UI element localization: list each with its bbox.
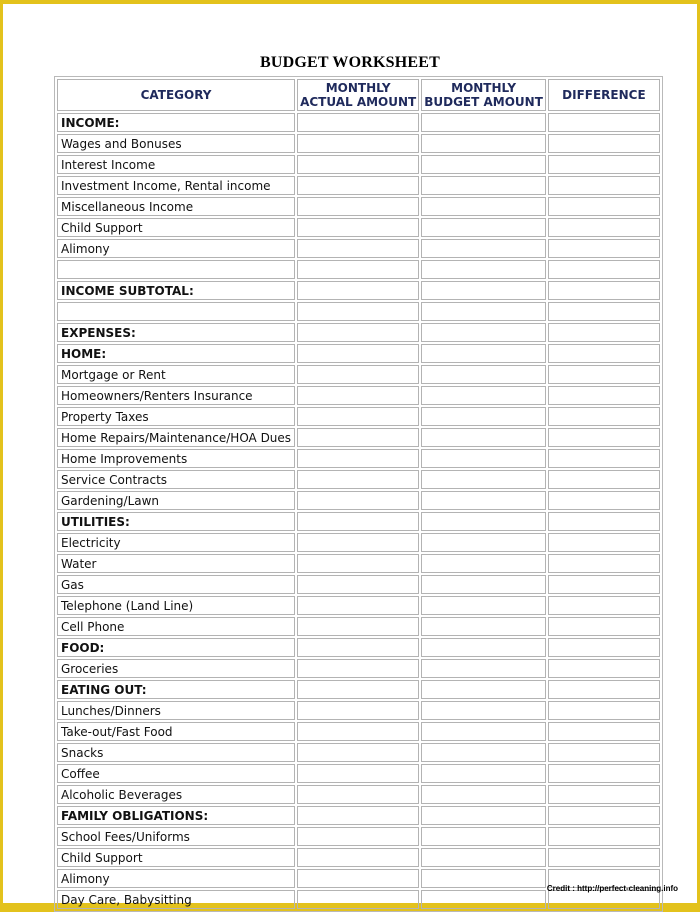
difference-cell[interactable] <box>548 281 660 300</box>
table-row <box>57 743 660 762</box>
actual-amount-cell[interactable] <box>297 848 419 867</box>
actual-amount-cell[interactable] <box>297 491 419 510</box>
actual-amount-cell[interactable] <box>297 659 419 678</box>
table-row <box>57 827 660 846</box>
difference-cell[interactable] <box>548 680 660 699</box>
header-row <box>57 79 660 111</box>
actual-amount-cell[interactable] <box>297 890 419 909</box>
category-cell: Property Taxes <box>57 407 295 426</box>
budget-amount-cell[interactable] <box>421 407 546 426</box>
actual-amount-cell[interactable] <box>297 596 419 615</box>
table-row <box>57 722 660 741</box>
budget-table <box>54 76 663 912</box>
category-cell: Child Support <box>57 848 295 867</box>
difference-cell[interactable] <box>548 512 660 531</box>
actual-amount-cell[interactable] <box>297 155 419 174</box>
budget-amount-cell[interactable] <box>421 239 546 258</box>
header-actual-amount: MONTHLY ACTUAL AMOUNT <box>297 79 419 111</box>
table-row <box>57 491 660 510</box>
budget-amount-cell[interactable] <box>421 323 546 342</box>
actual-amount-cell[interactable] <box>297 113 419 132</box>
category-cell: Investment Income, Rental income <box>57 176 295 195</box>
budget-amount-cell[interactable] <box>421 890 546 909</box>
difference-cell[interactable] <box>548 197 660 216</box>
actual-amount-cell[interactable] <box>297 386 419 405</box>
actual-amount-cell[interactable] <box>297 407 419 426</box>
table-row <box>57 659 660 678</box>
budget-amount-cell[interactable] <box>421 722 546 741</box>
budget-amount-cell[interactable] <box>421 176 546 195</box>
budget-amount-cell[interactable] <box>421 428 546 447</box>
actual-amount-cell[interactable] <box>297 806 419 825</box>
actual-amount-cell[interactable] <box>297 281 419 300</box>
table-row <box>57 386 660 405</box>
table-row <box>57 785 660 804</box>
header-budget-amount: MONTHLY BUDGET AMOUNT <box>421 79 546 111</box>
category-cell: Home Improvements <box>57 449 295 468</box>
difference-cell[interactable] <box>548 449 660 468</box>
actual-amount-cell[interactable] <box>297 428 419 447</box>
difference-cell[interactable] <box>548 659 660 678</box>
budget-amount-cell[interactable] <box>421 386 546 405</box>
category-cell: Home Repairs/Maintenance/HOA Dues <box>57 428 295 447</box>
table-row <box>57 575 660 594</box>
difference-cell[interactable] <box>548 323 660 342</box>
difference-cell[interactable] <box>548 134 660 153</box>
difference-cell[interactable] <box>548 596 660 615</box>
difference-cell[interactable] <box>548 491 660 510</box>
table-row <box>57 596 660 615</box>
category-cell: Day Care, Babysitting <box>57 890 295 909</box>
category-cell: EXPENSES: <box>57 323 295 342</box>
budget-amount-cell[interactable] <box>421 764 546 783</box>
category-cell: Cell Phone <box>57 617 295 636</box>
category-cell: INCOME: <box>57 113 295 132</box>
actual-amount-cell[interactable] <box>297 785 419 804</box>
actual-amount-cell[interactable] <box>297 575 419 594</box>
actual-amount-cell[interactable] <box>297 743 419 762</box>
table-row <box>57 428 660 447</box>
category-cell: FOOD: <box>57 638 295 657</box>
category-cell: FAMILY OBLIGATIONS: <box>57 806 295 825</box>
budget-amount-cell[interactable] <box>421 512 546 531</box>
category-cell: Electricity <box>57 533 295 552</box>
budget-amount-cell[interactable] <box>421 827 546 846</box>
category-cell: Alimony <box>57 239 295 258</box>
budget-amount-cell[interactable] <box>421 344 546 363</box>
budget-amount-cell[interactable] <box>421 554 546 573</box>
category-cell <box>57 302 295 321</box>
budget-amount-cell[interactable] <box>421 680 546 699</box>
difference-cell[interactable] <box>548 260 660 279</box>
header-difference: DIFFERENCE <box>548 79 660 111</box>
budget-amount-cell[interactable] <box>421 638 546 657</box>
difference-cell[interactable] <box>548 743 660 762</box>
actual-amount-cell[interactable] <box>297 638 419 657</box>
table-row <box>57 680 660 699</box>
actual-amount-cell[interactable] <box>297 680 419 699</box>
category-cell: Mortgage or Rent <box>57 365 295 384</box>
difference-cell[interactable] <box>548 554 660 573</box>
actual-amount-cell[interactable] <box>297 197 419 216</box>
table-row <box>57 365 660 384</box>
budget-amount-cell[interactable] <box>421 281 546 300</box>
actual-amount-cell[interactable] <box>297 470 419 489</box>
actual-amount-cell[interactable] <box>297 764 419 783</box>
budget-amount-cell[interactable] <box>421 596 546 615</box>
budget-amount-cell[interactable] <box>421 134 546 153</box>
category-cell: UTILITIES: <box>57 512 295 531</box>
category-cell: Gas <box>57 575 295 594</box>
table-row <box>57 302 660 321</box>
budget-amount-cell[interactable] <box>421 449 546 468</box>
category-cell: Miscellaneous Income <box>57 197 295 216</box>
difference-cell[interactable] <box>548 218 660 237</box>
category-cell: Take-out/Fast Food <box>57 722 295 741</box>
actual-amount-cell[interactable] <box>297 533 419 552</box>
actual-amount-cell[interactable] <box>297 449 419 468</box>
difference-cell[interactable] <box>548 764 660 783</box>
table-row <box>57 554 660 573</box>
actual-amount-cell[interactable] <box>297 302 419 321</box>
category-cell: Alimony <box>57 869 295 888</box>
table-row <box>57 617 660 636</box>
actual-amount-cell[interactable] <box>297 239 419 258</box>
difference-cell[interactable] <box>548 701 660 720</box>
difference-cell[interactable] <box>548 113 660 132</box>
table-row <box>57 638 660 657</box>
difference-cell[interactable] <box>548 407 660 426</box>
budget-amount-cell[interactable] <box>421 869 546 888</box>
actual-amount-cell[interactable] <box>297 869 419 888</box>
difference-cell[interactable] <box>548 344 660 363</box>
difference-cell[interactable] <box>548 806 660 825</box>
category-cell: Service Contracts <box>57 470 295 489</box>
category-cell <box>57 260 295 279</box>
actual-amount-cell[interactable] <box>297 218 419 237</box>
category-cell: Homeowners/Renters Insurance <box>57 386 295 405</box>
table-row <box>57 281 660 300</box>
budget-amount-cell[interactable] <box>421 197 546 216</box>
category-cell: EATING OUT: <box>57 680 295 699</box>
table-row <box>57 260 660 279</box>
actual-amount-cell[interactable] <box>297 323 419 342</box>
actual-amount-cell[interactable] <box>297 722 419 741</box>
budget-amount-cell[interactable] <box>421 155 546 174</box>
difference-cell[interactable] <box>548 365 660 384</box>
category-cell: Interest Income <box>57 155 295 174</box>
table-row <box>57 449 660 468</box>
budget-amount-cell[interactable] <box>421 659 546 678</box>
credit-text: Credit : http://perfect-cleaning.info <box>546 884 678 893</box>
budget-amount-cell[interactable] <box>421 365 546 384</box>
actual-amount-cell[interactable] <box>297 827 419 846</box>
table-row <box>57 806 660 825</box>
category-cell: Groceries <box>57 659 295 678</box>
budget-amount-cell[interactable] <box>421 806 546 825</box>
table-row <box>57 407 660 426</box>
category-cell: Alcoholic Beverages <box>57 785 295 804</box>
budget-amount-cell[interactable] <box>421 533 546 552</box>
actual-amount-cell[interactable] <box>297 701 419 720</box>
worksheet-title: BUDGET WORKSHEET <box>260 54 440 71</box>
actual-amount-cell[interactable] <box>297 344 419 363</box>
difference-cell[interactable] <box>548 176 660 195</box>
table-row <box>57 533 660 552</box>
actual-amount-cell[interactable] <box>297 512 419 531</box>
actual-amount-cell[interactable] <box>297 617 419 636</box>
difference-cell[interactable] <box>548 575 660 594</box>
table-row <box>57 218 660 237</box>
budget-amount-cell[interactable] <box>421 701 546 720</box>
table-row <box>57 848 660 867</box>
table-row <box>57 470 660 489</box>
category-cell: Telephone (Land Line) <box>57 596 295 615</box>
category-cell: Wages and Bonuses <box>57 134 295 153</box>
difference-cell[interactable] <box>548 470 660 489</box>
table-row <box>57 155 660 174</box>
budget-amount-cell[interactable] <box>421 302 546 321</box>
difference-cell[interactable] <box>548 638 660 657</box>
table-row <box>57 197 660 216</box>
budget-amount-cell[interactable] <box>421 260 546 279</box>
table-row <box>57 134 660 153</box>
budget-amount-cell[interactable] <box>421 848 546 867</box>
difference-cell[interactable] <box>548 302 660 321</box>
category-cell: Water <box>57 554 295 573</box>
category-cell: HOME: <box>57 344 295 363</box>
table-row <box>57 176 660 195</box>
category-cell: School Fees/Uniforms <box>57 827 295 846</box>
table-row <box>57 323 660 342</box>
table-row <box>57 512 660 531</box>
category-cell: Lunches/Dinners <box>57 701 295 720</box>
table-row <box>57 344 660 363</box>
budget-amount-cell[interactable] <box>421 218 546 237</box>
actual-amount-cell[interactable] <box>297 554 419 573</box>
difference-cell[interactable] <box>548 239 660 258</box>
difference-cell[interactable] <box>548 827 660 846</box>
difference-cell[interactable] <box>548 617 660 636</box>
budget-amount-cell[interactable] <box>421 491 546 510</box>
actual-amount-cell[interactable] <box>297 260 419 279</box>
difference-cell[interactable] <box>548 155 660 174</box>
budget-amount-cell[interactable] <box>421 743 546 762</box>
budget-amount-cell[interactable] <box>421 470 546 489</box>
table-row <box>57 113 660 132</box>
actual-amount-cell[interactable] <box>297 176 419 195</box>
category-cell: Child Support <box>57 218 295 237</box>
difference-cell[interactable] <box>548 428 660 447</box>
category-cell: Gardening/Lawn <box>57 491 295 510</box>
category-cell: Coffee <box>57 764 295 783</box>
difference-cell[interactable] <box>548 533 660 552</box>
category-cell: Snacks <box>57 743 295 762</box>
table-row <box>57 701 660 720</box>
difference-cell[interactable] <box>548 848 660 867</box>
difference-cell[interactable] <box>548 386 660 405</box>
actual-amount-cell[interactable] <box>297 134 419 153</box>
budget-amount-cell[interactable] <box>421 785 546 804</box>
budget-amount-cell[interactable] <box>421 575 546 594</box>
table-row <box>57 239 660 258</box>
difference-cell[interactable] <box>548 722 660 741</box>
difference-cell[interactable] <box>548 785 660 804</box>
budget-amount-cell[interactable] <box>421 617 546 636</box>
budget-amount-cell[interactable] <box>421 113 546 132</box>
category-cell: INCOME SUBTOTAL: <box>57 281 295 300</box>
header-category: CATEGORY <box>57 79 295 111</box>
table-row <box>57 764 660 783</box>
actual-amount-cell[interactable] <box>297 365 419 384</box>
